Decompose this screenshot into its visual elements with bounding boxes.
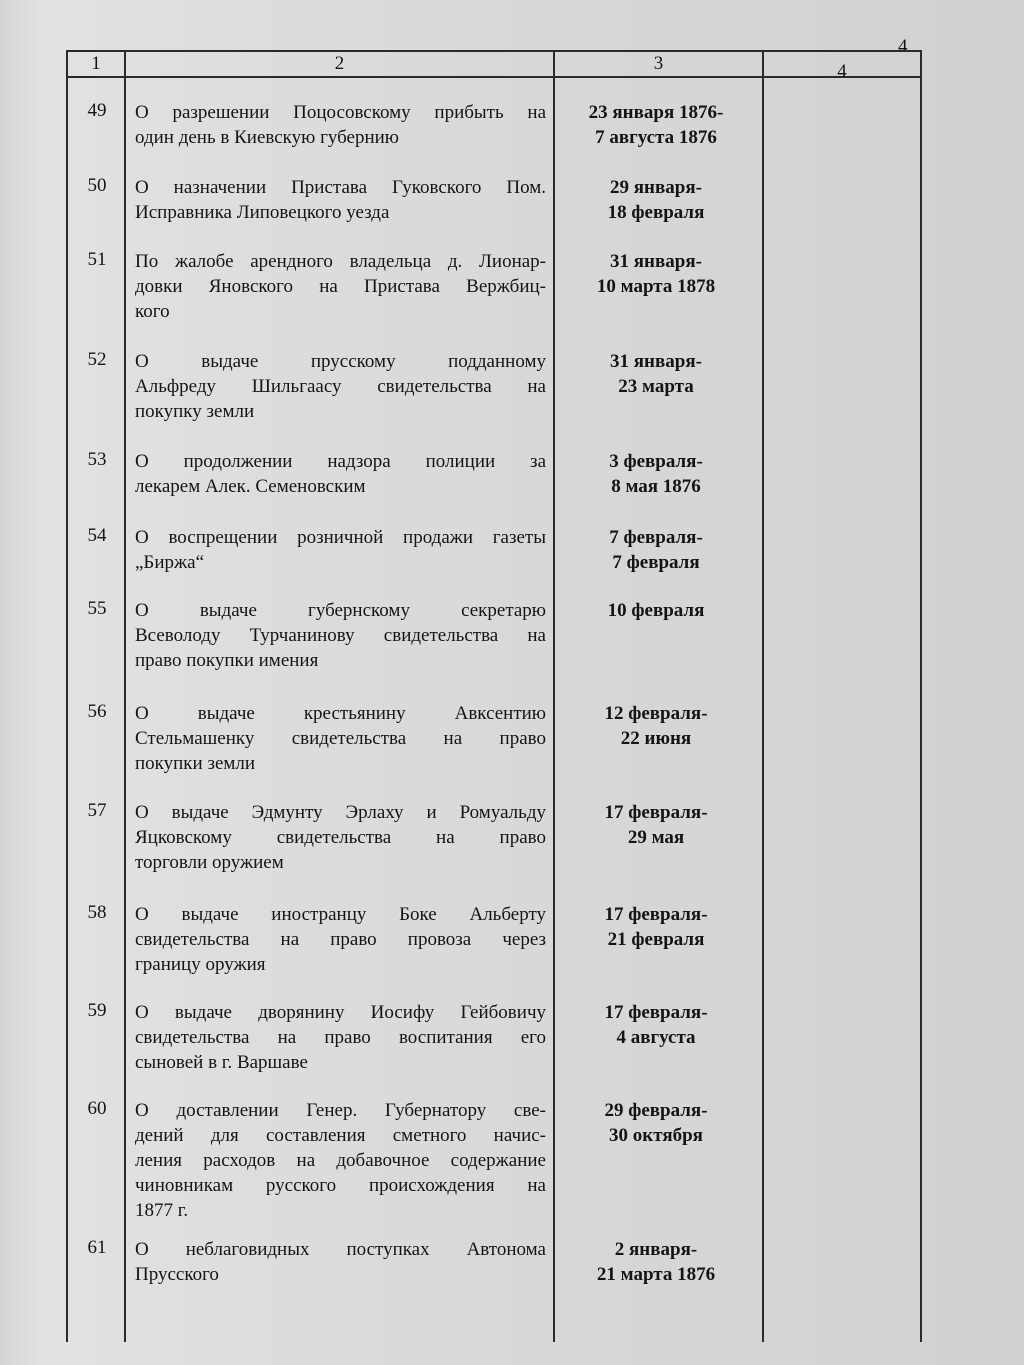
row-dates bbox=[556, 1000, 756, 1050]
row-number: 57 bbox=[87, 800, 107, 821]
row-date-line: 29 февраля- bbox=[604, 1100, 708, 1121]
row-date-line: 7 февраля- bbox=[609, 527, 703, 548]
row-dates bbox=[556, 349, 756, 399]
row-number: 55 bbox=[87, 598, 107, 619]
row-title-line: довки Яновского на Пристава Вержбиц- bbox=[135, 276, 546, 297]
row-title-line: покупки земли bbox=[135, 753, 256, 774]
row-date-line: 21 февраля bbox=[607, 929, 705, 950]
row-title-line: Прусского bbox=[135, 1264, 219, 1285]
register-table bbox=[66, 50, 922, 1342]
col-divider bbox=[920, 52, 922, 1342]
row-title bbox=[135, 349, 546, 424]
row-title-line: ления расходов на добавочное содержание bbox=[135, 1150, 546, 1171]
row-title-line: „Биржа“ bbox=[135, 552, 205, 573]
row-title-line: Альфреду Шильгаасу свидетельства на bbox=[135, 376, 546, 397]
row-date-line: 12 февраля- bbox=[604, 703, 708, 724]
header-col-3: 3 bbox=[653, 53, 664, 74]
row-title bbox=[135, 1098, 546, 1223]
row-title-line: дений для составления сметного начис- bbox=[135, 1125, 546, 1146]
row-title bbox=[135, 249, 546, 324]
row-number: 56 bbox=[87, 701, 107, 722]
row-date-line: 29 января- bbox=[610, 177, 702, 198]
row-title-line: О выдаче Эдмунту Эрлаху и Ромуальду bbox=[135, 802, 546, 823]
row-title-line: свидетельства на право воспитания его bbox=[135, 1027, 546, 1048]
row-number: 51 bbox=[87, 249, 107, 270]
row-title-line: сыновей в г. Варшаве bbox=[135, 1052, 308, 1073]
row-title-line: кого bbox=[135, 301, 170, 322]
row-title bbox=[135, 598, 546, 673]
col-divider bbox=[124, 52, 126, 1342]
row-title-line: О выдаче прусскому подданному bbox=[135, 351, 546, 372]
row-number: 60 bbox=[87, 1098, 107, 1119]
header-col-1: 1 bbox=[91, 53, 101, 74]
row-dates bbox=[556, 598, 756, 623]
row-title bbox=[135, 800, 546, 875]
row-dates bbox=[556, 902, 756, 952]
row-date-line: 23 марта bbox=[618, 376, 694, 397]
row-date-line: 18 февраля bbox=[607, 202, 705, 223]
row-dates bbox=[556, 175, 756, 225]
row-title-line: 1877 г. bbox=[135, 1200, 189, 1221]
row-title bbox=[135, 175, 546, 225]
header-col-4: 4 bbox=[837, 61, 847, 82]
row-dates bbox=[556, 100, 756, 150]
row-date-line: 30 октября bbox=[609, 1125, 703, 1146]
header-col-2: 2 bbox=[334, 53, 345, 74]
row-number: 54 bbox=[87, 525, 107, 546]
row-dates bbox=[556, 249, 756, 299]
row-title-line: О воспрещении розничной продажи газеты bbox=[135, 527, 546, 548]
row-date-line: 8 мая 1876 bbox=[611, 476, 701, 497]
row-title-line: О разрешении Поцосовскому прибыть на bbox=[135, 102, 546, 123]
row-number: 50 bbox=[87, 175, 107, 196]
row-number: 49 bbox=[87, 100, 107, 121]
row-dates bbox=[556, 701, 756, 751]
row-dates bbox=[556, 1098, 756, 1148]
row-date-line: 31 января- bbox=[610, 351, 702, 372]
row-title bbox=[135, 1237, 546, 1287]
row-number: 59 bbox=[87, 1000, 107, 1021]
row-title-line: Яцковскому свидетельства на право bbox=[135, 827, 546, 848]
row-date-line: 17 февраля- bbox=[604, 802, 708, 823]
row-date-line: 21 марта 1876 bbox=[596, 1264, 716, 1285]
row-title-line: О выдаче иностранцу Боке Альберту bbox=[135, 904, 546, 925]
row-date-line: 17 февраля- bbox=[604, 904, 708, 925]
row-title-line: Исправника Липовецкого уезда bbox=[135, 202, 390, 223]
row-title bbox=[135, 525, 546, 575]
row-title-line: свидетельства на право провоза через bbox=[135, 929, 546, 950]
col-divider bbox=[553, 52, 555, 1342]
row-title-line: О выдаче дворянину Иосифу Гейбовичу bbox=[135, 1002, 546, 1023]
row-dates bbox=[556, 449, 756, 499]
row-date-line: 17 февраля- bbox=[604, 1002, 708, 1023]
row-number: 61 bbox=[87, 1237, 107, 1258]
row-date-line: 31 января- bbox=[610, 251, 702, 272]
row-date-line: 29 мая bbox=[627, 827, 685, 848]
row-title-line: О выдаче крестьянину Авксентию bbox=[135, 703, 546, 724]
row-title bbox=[135, 1000, 546, 1075]
row-title bbox=[135, 449, 546, 499]
row-title bbox=[135, 701, 546, 776]
row-date-line: 10 февраля bbox=[607, 600, 705, 621]
row-title-line: один день в Киевскую губернию bbox=[135, 127, 400, 148]
row-title-line: чиновникам русского происхождения на bbox=[135, 1175, 546, 1196]
row-dates bbox=[556, 1237, 756, 1287]
row-dates bbox=[556, 800, 756, 850]
row-number: 53 bbox=[87, 449, 107, 470]
row-title-line: лекарем Алек. Семеновским bbox=[135, 476, 366, 497]
row-date-line: 2 января- bbox=[614, 1239, 698, 1260]
row-title-line: О неблаговидных поступках Автонома bbox=[135, 1239, 546, 1260]
col-divider bbox=[762, 52, 764, 1342]
row-title-line: торговли оружием bbox=[135, 852, 284, 873]
row-title-line: О выдаче губернскому секретарю bbox=[135, 600, 546, 621]
row-title-line: О назначении Пристава Гуковского Пом. bbox=[135, 177, 546, 198]
row-title bbox=[135, 902, 546, 977]
row-date-line: 22 июня bbox=[620, 728, 692, 749]
row-number: 52 bbox=[87, 349, 107, 370]
row-date-line: 7 февраля bbox=[612, 552, 700, 573]
row-date-line: 4 августа bbox=[616, 1027, 696, 1048]
row-title bbox=[135, 100, 546, 150]
row-title-line: покупку земли bbox=[135, 401, 255, 422]
page-number: 4 bbox=[898, 36, 908, 57]
row-title-line: О доставлении Генер. Губернатору све- bbox=[135, 1100, 546, 1121]
row-title-line: Стельмашенку свидетельства на право bbox=[135, 728, 546, 749]
row-date-line: 3 февраля- bbox=[609, 451, 703, 472]
row-number: 58 bbox=[87, 902, 107, 923]
row-title-line: О продолжении надзора полиции за bbox=[135, 451, 546, 472]
row-title-line: По жалобе арендного владельца д. Лионар- bbox=[135, 251, 546, 272]
row-title-line: право покупки имения bbox=[135, 650, 319, 671]
row-title-line: Всеволоду Турчанинову свидетельства на bbox=[135, 625, 546, 646]
row-date-line: 10 марта 1878 bbox=[596, 276, 716, 297]
row-date-line: 7 августа 1876 bbox=[595, 127, 717, 148]
row-date-line: 23 января 1876- bbox=[588, 102, 724, 123]
row-title-line: границу оружия bbox=[135, 954, 266, 975]
row-dates bbox=[556, 525, 756, 575]
